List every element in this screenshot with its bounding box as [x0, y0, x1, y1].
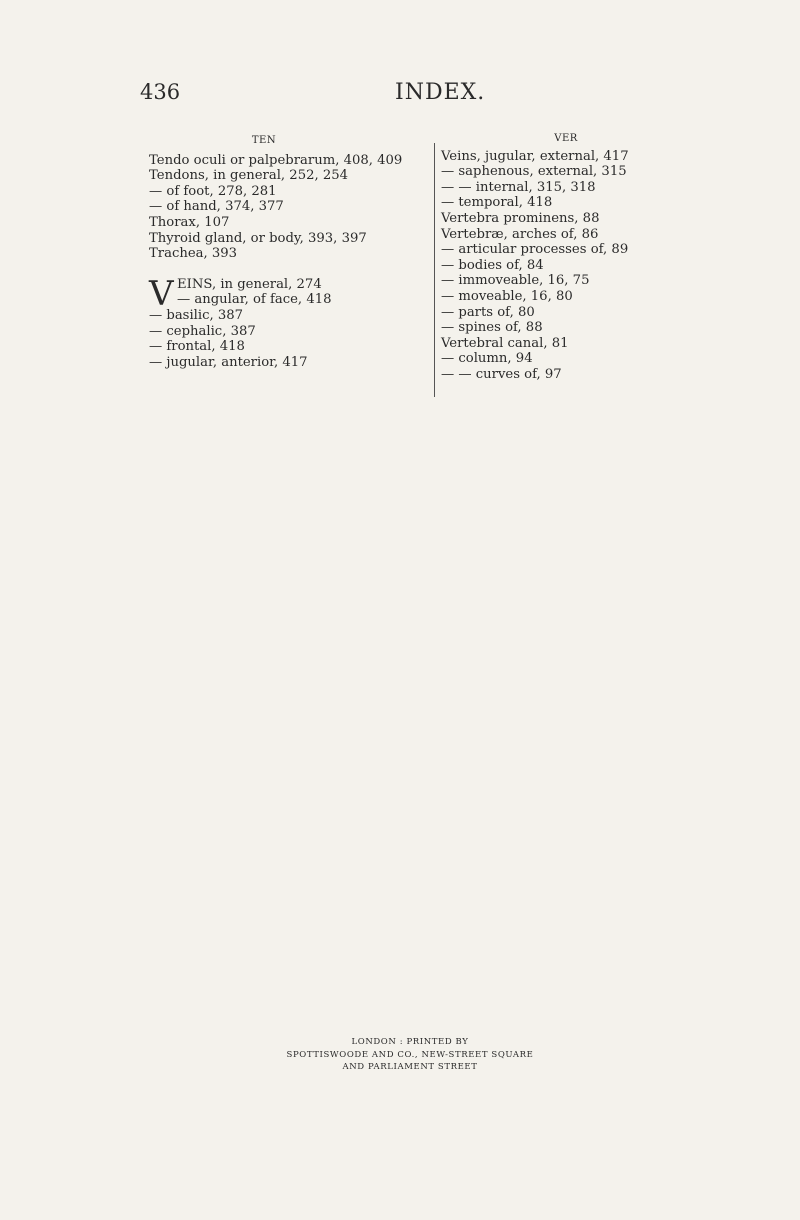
index-entry: — of foot, 278, 281 — [149, 183, 277, 199]
index-entry: Thyroid gland, or body, 393, 397 — [149, 230, 367, 246]
index-entry: — — internal, 315, 318 — [441, 179, 596, 195]
index-entry: — cephalic, 387 — [149, 323, 256, 339]
index-entry: — temporal, 418 — [441, 195, 553, 211]
index-entry: — bodies of, 84 — [441, 257, 544, 273]
index-entry: — jugular, anterior, 417 — [149, 354, 308, 370]
index-entry: — articular processes of, 89 — [441, 242, 629, 258]
index-entry: Trachea, 393 — [149, 246, 238, 262]
page-header — [140, 80, 680, 110]
index-entry: Tendons, in general, 252, 254 — [149, 168, 349, 184]
index-entry: Veins, jugular, external, 417 — [441, 148, 629, 164]
dropcap-letter: V — [149, 273, 174, 314]
section-v-start — [149, 273, 419, 314]
index-entry: — — curves of, 97 — [441, 366, 562, 382]
index-entry: EINS, in general, 274 — [177, 276, 322, 292]
left-catchword: TEN — [251, 135, 277, 146]
index-entry: — angular, of face, 418 — [177, 292, 332, 308]
index-entry: Thorax, 107 — [149, 214, 230, 230]
index-entry: — basilic, 387 — [149, 307, 244, 323]
imprint-line: LONDON : PRINTED BY — [351, 1037, 469, 1047]
index-entry: — saphenous, external, 315 — [441, 164, 627, 180]
left-column — [149, 133, 419, 370]
running-head: INDEX. — [395, 80, 486, 105]
right-catchword: VER — [554, 133, 578, 144]
index-entry: Vertebral canal, 81 — [441, 335, 569, 351]
index-entry: — column, 94 — [441, 351, 533, 367]
right-column — [434, 133, 711, 397]
index-entry: — frontal, 418 — [149, 339, 245, 355]
index-entry: — parts of, 80 — [441, 304, 535, 320]
page-number: 436 — [140, 80, 181, 104]
index-entry: Tendo oculi or palpebrarum, 408, 409 — [149, 152, 403, 168]
section-gap — [149, 262, 419, 277]
imprint-line: SPOTTISWOODE AND CO., NEW-STREET SQUARE — [286, 1049, 534, 1060]
printer-imprint — [250, 1036, 570, 1074]
index-entry: Vertebra prominens, 88 — [441, 210, 600, 226]
index-entry: Vertebræ, arches of, 86 — [441, 226, 599, 242]
index-entry: — moveable, 16, 80 — [441, 288, 573, 304]
index-entry: — of hand, 374, 377 — [149, 199, 284, 215]
imprint-line: AND PARLIAMENT STREET — [342, 1062, 478, 1072]
index-entry: — immoveable, 16, 75 — [441, 273, 590, 289]
index-entry: — spines of, 88 — [441, 320, 543, 336]
